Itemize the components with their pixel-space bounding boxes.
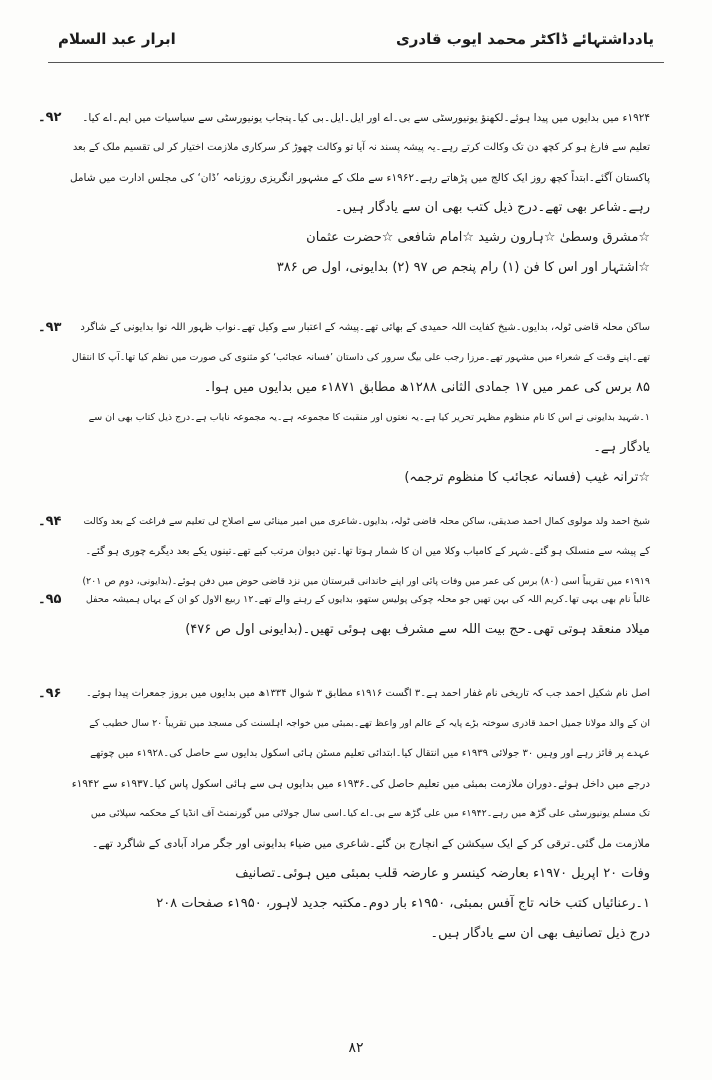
text-line: ملازمت مل گئی۔ترقی کر کے ایک سیکشن کے انچارج بن گئے۔شاعری میں ضیاء بدایونی اور جگر مراد آبادی کے شاگرد تھے۔ [91,837,650,850]
entry-number: ۹۴۔ [38,514,62,529]
text-line: تعلیم سے فارغ ہو کر کچھ دن تک وکالت کرتے رہے۔یہ پیشہ پسند نہ آیا تو وکالت چھوڑ کر سرکاری ملازمت اختیار کر لی تقسیم ملک کے بعد [72,142,650,153]
text-line: ☆ترانہ غیب (فسانہ عجائب کا منظوم ترجمہ) [404,470,650,485]
entry-number: ۹۲۔ [38,110,62,125]
text-line: ۱۹۲۴ء میں بدایوں میں پیدا ہوئے۔لکھنؤ یونیورسٹی سے بی۔اے اور ایل۔ایل۔بی کیا۔پنجاب یونیورسٹی سے سیاسیات میں ایم۔اے کیا۔ [82,112,650,124]
text-line: ۱۔شہید بدایونی نے اس کا نام منظوم مظہر تحریر کیا ہے۔یہ نعتوں اور منقبت کا مجموعہ ہے۔یہ مجموعہ نایاب ہے۔درج ذیل کتاب بھی ان سے [88,412,650,423]
text-line: ۱۹۱۹ء میں تقریباً اسی (۸۰) برس کی عمر میں وفات پائی اور اپنے خاندانی قبرستان میں نزد قاضی حوض میں دفن ہوئے۔(بدایونی، دوم ص ۲۰۱) [82,576,650,587]
text-line: اصل نام شکیل احمد جب کہ تاریخی نام غفار احمد ہے۔۳ اگست ۱۹۱۶ء مطابق ۳ شوال ۱۳۳۴ھ میں بدایوں میں بروز جمعرات پیدا ہوئے۔ [86,688,650,699]
running-header-author: ابرار عبد السلام [58,30,176,48]
text-line: کے پیشہ سے منسلک ہو گئے۔شہر کے کامیاب وکلا میں ان کا شمار ہوتا تھا۔تین دیوان مرتب کیے تھے۔تینوں یکے بعد دیگرے چوری ہو گئے۔ [85,546,650,557]
text-line: تھے۔اپنے وقت کے شعراء میں مشہور تھے۔مرزا رجب علی بیگ سرور کی داستان ’فسانہ عجائب‘ کو مثنوی کی صورت میں نظم کیا تھا۔آپ کا انتقال [71,352,650,363]
text-line: درج ذیل تصانیف بھی ان سے یادگار ہیں۔ [430,926,650,941]
text-line: ۱۔رعنائیاں کتب خانہ تاج آفس بمبئی، ۱۹۵۰ء بار دوم۔مکتبہ جدید لاہور، ۱۹۵۰ء صفحات ۲۰۸ [156,896,650,911]
text-line: تک مسلم یونیورسٹی علی گڑھ میں رہے۔۱۹۴۲ء میں علی گڑھ سے بی۔اے کیا۔اسی سال جولائی میں گورنمنٹ آف انڈیا کے محکمہ سپلائی میں [90,808,650,819]
text-line: پاکستان آگئے۔ابتداً کچھ روز ایک کالج میں پڑھاتے رہے۔۱۹۶۲ء سے ملک کے مشہور انگریزی روزنامہ ’ڈان‘ کی مجلس ادارت میں شامل [69,172,650,184]
text-line: وفات ۲۰ اپریل ۱۹۷۰ء بعارضہ کینسر و عارضہ قلب بمبئی میں ہوئی۔تصانیف [235,866,650,881]
entry-number: ۹۶۔ [38,686,62,701]
text-line: غالباً نام بھی یہی تھا۔کریم اللہ کی بہن تھیں جو محلہ چوکی پولیس ستھو، بدایوں کے رہنے والے تھے۔۱۲ ربیع الاول کو ان کے یہاں ہمیشہ محفل [85,594,650,605]
page-number: ۸۲ [348,1040,364,1056]
text-line: میلاد منعقد ہوتی تھی۔حج بیت اللہ سے مشرف بھی ہوئی تھیں۔(بدایونی اول ص ۴۷۶) [185,622,650,637]
text-line: ☆اشتہار اور اس کا فن (۱) رام پنجم ص ۹۷ (۲) بدایونی، اول ص ۳۸۶ [276,260,650,275]
text-line: یادگار ہے۔ [593,440,650,455]
text-line: ان کے والد مولانا جمیل احمد قادری سوختہ بڑے پایہ کے عالم اور واعظ تھے۔بمبئی میں خواجہ اہلسنت کی مسجد میں تقریباً ۲۰ سال خطیب کے [89,718,650,729]
text-line: ۸۵ برس کی عمر میں ۱۷ جمادی الثانی ۱۲۸۸ھ مطابق ۱۸۷۱ء میں بدایوں میں ہوا۔ [203,380,650,395]
running-header-title: یادداشتہائے ڈاکٹر محمد ایوب قادری [395,30,654,48]
header-rule [48,62,664,63]
text-line: ساکن محلہ قاضی ٹولہ، بدایوں۔شیخ کفایت اللہ حمیدی کے بھائی تھے۔پیشہ کے اعتبار سے وکیل تھے۔نواب ظہور اللہ نوا بدایونی کے شاگرد [80,322,650,333]
entry-number: ۹۵۔ [38,592,62,607]
text-line: درجے میں داخل ہوئے۔دوران ملازمت بمبئی میں تعلیم حاصل کی۔۱۹۳۶ء میں بدایوں ہی سے ہائی اسکول پاس کیا۔۱۹۳۷ء سے ۱۹۴۲ء [71,778,650,790]
text-line: رہے۔شاعر بھی تھے۔درج ذیل کتب بھی ان سے یادگار ہیں۔ [335,200,650,215]
text-line: شیخ احمد ولد مولوی کمال احمد صدیقی، ساکن محلہ قاضی ٹولہ، بدایوں۔شاعری میں امیر مینائی سے اصلاح لی تعلیم سے فراغت کے بعد وکالت [83,516,650,527]
text-line: عہدے پر فائز رہے اور وہیں ۳۰ جولائی ۱۹۳۹ء میں انتقال کیا۔ابتدائی تعلیم مسٹن ہائی اسکول بدایوں سے حاصل کی۔۱۹۲۸ء میں چوتھے [90,748,650,759]
entry-number: ۹۳۔ [38,320,62,335]
text-line: ☆مشرق وسطیٰ ☆ہارون رشید ☆امام شافعی ☆حضرت عثمان [306,230,650,245]
